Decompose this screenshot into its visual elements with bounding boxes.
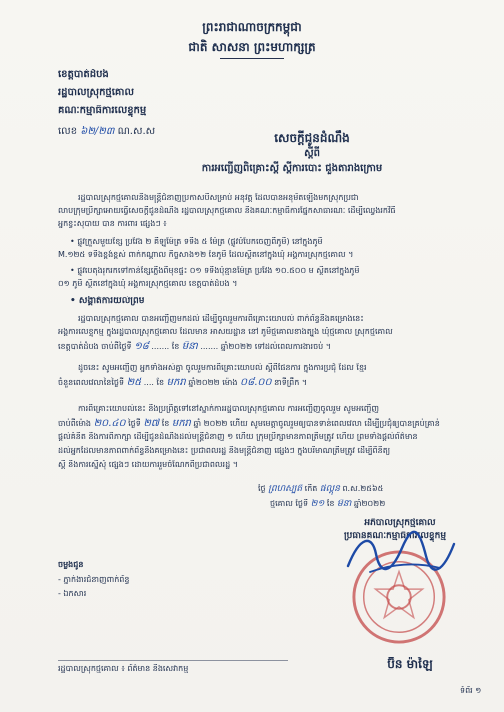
meeting-year-hour-label: ឆ្នាំ២០២២ ម៉ោង [188,378,238,387]
solar-day: ២១ [310,499,325,509]
bullet-road-2: • ផ្លូវបេតុងរុករកទៅកាន់ខ្សែភ្លើងពីមុខផ្ទះ ០១ ទទឹងប៉ុន្មានម៉ែត្រ ប្រវែង ១០.៥០០ ម ស្ថិតនៅក្នុងភូមិ [70,266,360,275]
venue-month-label: ខែ [161,419,170,428]
venue-hour: ២០.៤០ [93,418,126,429]
venue-day-label: ថ្ងៃទី [128,419,141,428]
solar-year: ឆ្នាំ២០២២ [353,499,386,508]
venue-day: ២៧ [143,418,160,429]
document-title: សេចក្ដីជូនដំណឹង [274,131,350,145]
intro-line-3: អ្នកខ្វះសុបាយ បាន ការពារ ផ្សេងៗ ៖ [58,219,167,228]
cc-item-1: - ភ្នាក់ងារជំនាញពាក់ព័ន្ធ [58,575,130,584]
venue-line-2 [58,418,468,430]
invite-date-suffix: ឆ្នាំ២០២២ ទៅដល់ពេលការងារចប់ ។ [220,342,332,351]
meeting-date-prefix: ចំនួនពេលវេលានៃថ្ងៃទី [58,378,125,387]
sender-office: គណៈកម្មាធិការលេខ្ទុកម្ម [58,105,147,116]
bullet-road-1: • ផ្លូវក្រួសមួយខ្សែ ប្រវែង ២ គីឡូម៉ែត្រ ទទឹង ៥ ម៉ែត្រ (ផ្លូវបំបែកចេញពីភូមិ) នៅក្នុងភូមិ [70,237,323,246]
lunar-year: ព.ស.២៥៦៥ [342,484,384,493]
motto-divider [220,58,284,59]
meeting-hour: ០៨.០០ [240,377,272,388]
invite-day: ១៨ [134,341,149,352]
solar-day-label: ថ្មគោល ថ្ងៃទី [270,499,309,508]
cc-label: ចម្លងជូន [58,560,84,569]
venue-line-5: ស្ដី និងការស្នើសុំ ផ្សេងៗ ដោយការរួមចំណែកពីប្រជាពលរដ្ឋ ។ [58,460,238,469]
lunar-phase: កើត [304,484,318,493]
kingdom-heading: ព្រះរាជាណាចក្រកម្ពុជា [202,20,302,34]
document-subtitle: ស្ដីពី [304,148,320,159]
reference-suffix: ណ.ស.ស [117,126,156,137]
venue-month: មករា [171,418,191,429]
footer-divider [58,660,288,661]
meeting-line-2: ចំនួនពេលវេលានៃថ្ងៃទី ២៥ .... ខែ មករា ឆ្នាំ២០២២ ម៉ោង ០៨.០០ នាទីព្រឹក ។ [58,377,308,388]
invite-month-label: ខែ [171,342,180,351]
meeting-line-1: ដូចនេះ សូមអញ្ជើញ អ្នកទាំងអស់គ្នា ចូលរួមការពិគ្រោះយោបល់ ស្ដីពីផែនការ ក្នុងការប្រជុំ ដែល ខ្មែរ [78,363,367,372]
invite-line-2: អង្គការលេខ្ទុកម្ម ក្នុងរដ្ឋបាលស្រុកថ្មគោល ដែលមាន អាសយដ្ឋាន នៅ ភូមិថ្មគោលខាងត្បូង ឃុំថ្មគោល ស្រុកថ្មគោល [58,327,393,336]
lunar-weekday: ព្រហស្បតិ៍ [268,484,303,494]
solar-month: មីនា [336,499,352,509]
reference-label: លេខ [58,126,78,137]
footer-note: រដ្ឋបាលស្រុកថ្មគោល ៖ ព័ត៌មាន និងសេវាកម្ម [58,664,189,673]
invite-line-3: ខេត្តបាត់ដំបង ចាប់ពីថ្ងៃទី ១៨ ....... ខែ មីនា ....... ឆ្នាំ២០២២ ទៅដល់ពេលការងារចប់ ។ [58,341,332,352]
intro-line-1: រដ្ឋបាលស្រុកថ្មគោលនិងមន្ត្រីជំនាញប្រកាសបីសម្រាប់ អនុវត្ត ដែលបានអនុម័តឡើងមកស្រុកប្រជា [78,193,359,202]
reference-number: ៦២/២៣ [80,126,115,137]
signatory-role-1: អភិបាលស្រុកថ្មគោល [364,518,436,528]
meeting-suffix: នាទីព្រឹក ។ [274,378,308,387]
sender-district: រដ្ឋបាលស្រុកថ្មគោល [58,87,134,98]
meeting-day: ២៥ [126,377,142,388]
venue-line-1: ការពិគ្រោះយោបល់នេះ នឹងប្រព្រឹត្តទៅនៅស្នាក់ការរដ្ឋបាលស្រុកថ្មគោល ការអញ្ជើញចូលរួម សូមអញ្ជើញ [78,404,379,413]
venue-hour-label: ចាប់ពីម៉ោង [58,419,92,428]
invite-date-prefix: ខេត្តបាត់ដំបង ចាប់ពីថ្ងៃទី [58,342,132,351]
meeting-month-label: ខែ [156,378,165,387]
motto-heading: ជាតិ សាសនា ព្រះមហាក្សត្រ [188,40,316,54]
bullet-road-1-cont: M.១២៥ ទទឹងខ្ពង់ខ្ពស់ ពាក់កណ្ដាល កិច្ចសាង១២ នៃភូមិ ដែលស្ថិតនៅក្នុងឃុំ អង្គការស្រុកថ្មគោល ។ [58,250,354,259]
lunar-date [258,484,468,495]
signatory-name: ប៊ិន ម៉ាឡៃ [387,657,433,671]
lunar-month: ផល្គុន [319,484,340,494]
approval-subhead: • សង្គាត់ការយល់ព្រម [70,296,145,306]
solar-date [270,499,468,510]
invite-line-1: រដ្ឋបាលស្រុកថ្មគោល បានអញ្ជើញមកដល់ ដើម្បីចូលរួមការពិគ្រោះយោបល់ ពាក់ព័ន្ធនឹងគម្រោងនេះ [78,314,364,323]
invite-month: មីនា [181,341,198,352]
bullet-road-2-cont: ០១ ភូមិ ស្ថិតនៅក្នុងឃុំ អង្គការស្រុកថ្មគោល ខេត្តបាត់ដំបង ។ [58,279,238,288]
intro-line-2: លាបក្រុមប្រឹក្សាអោយធ្វើសេចក្ដីជូនដំណឹង រដ្ឋបាលស្រុកថ្មគោល និងគណៈកម្មាធិការផ្នែកសាធារណៈ ដើម្បីឈ្វេងរកវិធី [58,206,396,215]
signatory-role-2: ប្រធានគណៈកម្មាធិការលេខ្ទុកម្ម [343,531,447,541]
document-topic: ការអញ្ជើញពិគ្រោះស្ដី ស្ដីការបោះ ជួងតារាងក្រោម [201,163,383,174]
solar-month-label: ខែ [326,499,335,508]
lunar-day-label: ថ្ងៃ [258,484,266,493]
page-number: ទំព័រ ១ [460,686,482,695]
sender-province: ខេត្តបាត់ដំបង [58,69,109,80]
cc-item-2: - ឯកសារ [58,589,87,598]
venue-year-text: ឆ្នាំ ២០២២ ហើយ សូមមេត្តាចូលរួមឲ្យបានទាន់ពេលវេលា ដើម្បីប្រជុំឲ្យបានគ្រប់គ្រាន់ [193,419,440,428]
venue-line-4: ដល់អ្នកដែលមានភាពពាក់ព័ន្ធនឹងគម្រោងនេះ ប្រជាពលរដ្ឋ និងមន្ត្រីជំនាញ ផ្សេងៗ ក្នុងបរិមាណត្រឹមត្រូវ ដើម្បីពិនិត្យ [58,446,391,455]
meeting-month: មករា [166,377,186,388]
venue-line-3: ផ្តល់គំនិត និងការពិភាក្សា ដើម្បីជូនដំណឹងដល់មន្ត្រីជំនាញ ១ ហើយ ក្រុមប្រឹក្សាមានភាពត្រឹមត្រូវ ហើយ ព្រមទាំងផ្តល់ព័ត៌មាន [58,432,418,441]
signature-icon [340,526,460,582]
